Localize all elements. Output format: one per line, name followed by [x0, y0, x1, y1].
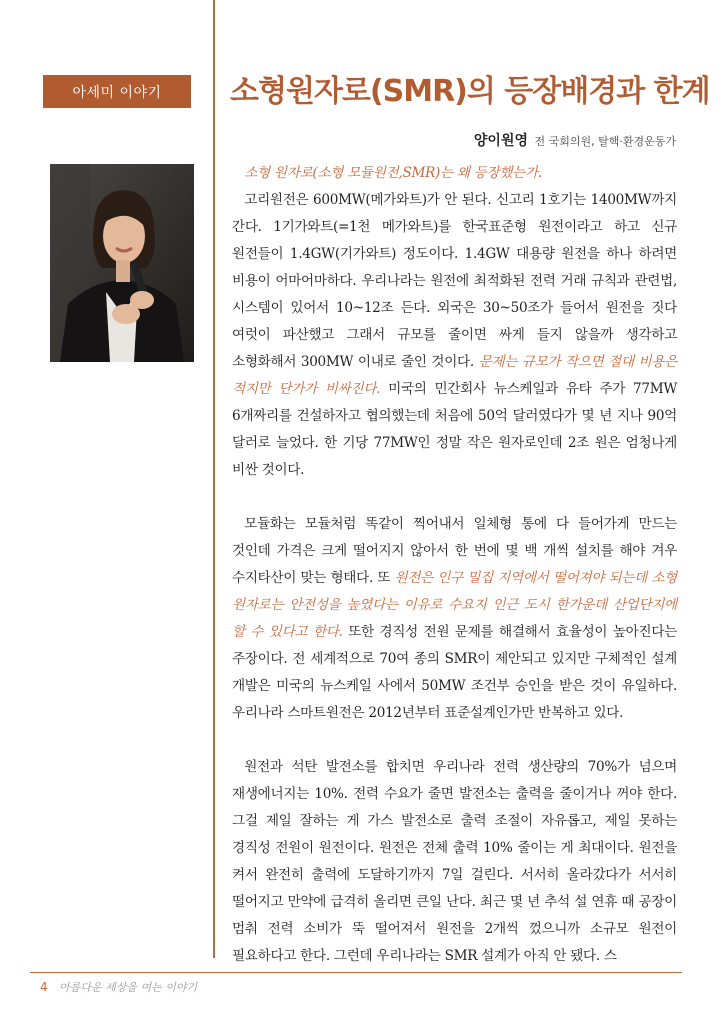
paragraph-2-highlight: 원전은 인구 밀집 지역에서 떨어져야 되는데 소형 원자로는 안전성을 높였다는 이유로 수요지 인근 도시 한가운데 산업단지에 할 수 있다고 한다. [232, 570, 677, 640]
paragraph-2-text-b: 또한 경직성 전원 문제를 해결해서 효율성이 높아진다는 주장이다. 전 세계적으로 70여 종의 SMR이 제안되고 있지만 구체적인 설계 개발은 미국의 뉴스케일 사에서 50MW 조건부 승인을 받은 것이 유일하다. 우리나라 스마트원전은 2012년부터 표준설계인가만 반복하고 있다. [232, 624, 677, 721]
publication-name: 아름다운 세상을 여는 이야기 [59, 981, 198, 994]
vertical-divider [213, 0, 215, 958]
paragraph-1-highlight: 문제는 규모가 작으면 절대 비용은 적지만 단가가 비싸진다. [232, 354, 677, 397]
paragraph-1-text-b: 미국의 민간회사 뉴스케일과 유타 주가 77MW 6개짜리를 건설하자고 협의했는데 처음에 50억 달러였다가 몇 년 지나 90억 달러로 늘었다. 한 기당 77MW인 정말 작은 원자로인데 2조 원은 엄청나게 비싼 것이다. [232, 381, 677, 478]
footer-rule [30, 972, 682, 973]
author-byline [474, 130, 676, 150]
lead-paragraph [232, 160, 677, 187]
paragraph-3: 원전과 석탄 발전소를 합치면 우리나라 전력 생산량의 70%가 넘으며 재생에너지는 10%. 전력 수요가 줄면 발전소는 출력을 줄이거나 꺼야 한다. 그걸 제일 잘하는 게 가스 발전소로 출력 조절이 자유롭고, 제일 못하는 경직성 전원이 원전이다. 원전은 전체 출력 10% 줄이는 게 최대이다. 원전을 켜서 완전히 출력에 도달하기까지 7일 걸린다. 서서히 올라갔다가 서서히 떨어지고 만약에 급격히 올리면 큰일 난다. 최근 몇 년 추석 설 연휴 때 공장이 멈춰 전력 소비가 뚝 떨어져서 원전을 2개씩 껐으니까 소규모 원전이 필요하다고 한다. 그런데 우리나라는 SMR 설계가 아직 안 됐다. 스 [232, 759, 677, 964]
paragraph-2-text-a: 모듈화는 모듈처럼 똑같이 찍어내서 일체형 통에 다 들어가게 만드는 것인데 가격은 크게 떨어지지 않아서 한 번에 몇 백 개씩 설치를 해야 겨우 수지타산이 맞는 형태다. 또 [232, 516, 677, 586]
page-number: 4 [40, 980, 48, 994]
article-title: 소형원자로(SMR)의 등장배경과 한계 [230, 74, 710, 109]
author-affiliation: 전 국회의원, 탈핵·환경운동가 [534, 135, 676, 148]
author-photo [50, 164, 194, 362]
paragraph-1 [232, 187, 677, 484]
page-footer [40, 979, 197, 995]
lead-question: 소형 원자로(소형 모듈원전,SMR)는 왜 등장했는가. [244, 165, 542, 181]
portrait-photo-icon [50, 164, 194, 362]
article-body [232, 160, 677, 970]
paragraph-1-text-a: 고리원전은 600MW(메가와트)가 안 된다. 신고리 1호기는 1400MW까지 간다. 1기가와트(=1천 메가와트)를 한국표준형 원전이라고 하고 신규 원전들이 1.4GW(기가와트) 정도이다. 1.4GW 대용량 원전을 하나 하려면 비용이 어마어마하다. 우리나라는 원전에 최적화된 전력 거래 규칙과 관련법, 시스템이 있어서 10~12조 든다. 외국은 30~50조가 들어서 원전을 짓다 여럿이 파산했고 그래서 규모를 줄이면 싸게 들지 않을까 생각하고 소형화해서 300MW 이내로 줄인 것이다. [232, 192, 677, 370]
paragraph-2 [232, 511, 677, 727]
author-name: 양이원영 [473, 133, 528, 149]
section-label: 아세미 이야기 [43, 75, 191, 108]
